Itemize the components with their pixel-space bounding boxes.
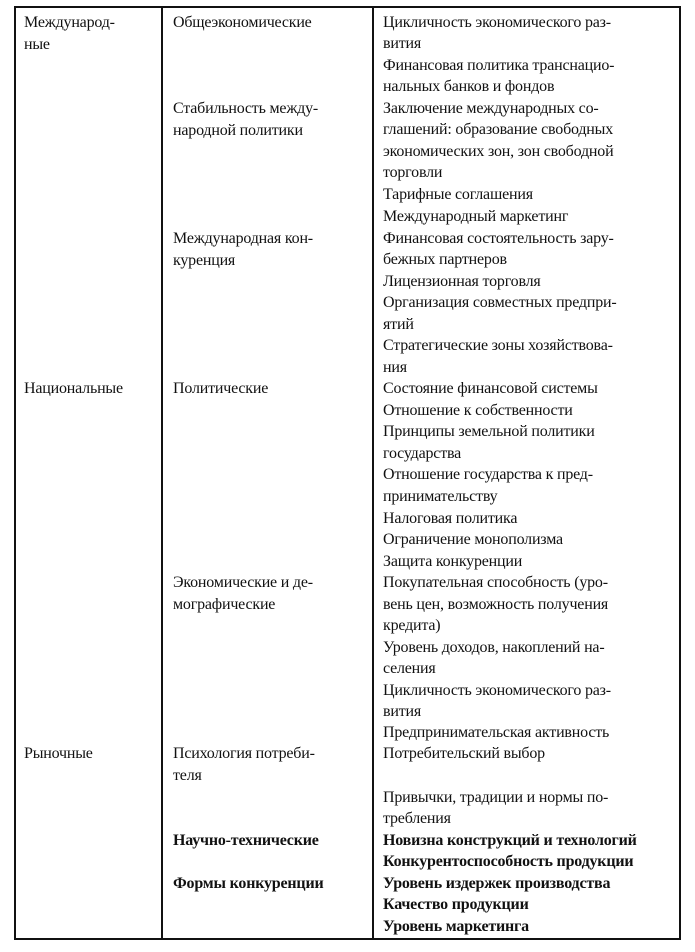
indicator-line: государства xyxy=(383,445,462,462)
indicator-line: Лицензионная торговля xyxy=(383,273,541,290)
factor-label: Международная кон- куренция xyxy=(173,230,313,269)
indicator-line: Международный маркетинг xyxy=(383,208,569,225)
table-left-border xyxy=(14,6,16,940)
indicator-line: кредита) xyxy=(383,617,441,634)
indicator-line: Качество продукции xyxy=(383,896,529,913)
indicator-line: принимательству xyxy=(383,488,498,505)
indicator-line: глашений: образование свободных xyxy=(383,121,614,138)
group-label: Рыночные xyxy=(24,745,93,762)
group-label: Международ- ные xyxy=(24,14,115,53)
table-bottom-border xyxy=(14,938,681,940)
indicator-line: Заключение международных со- xyxy=(383,100,599,117)
indicator-line: Цикличность экономического раз- xyxy=(383,682,611,699)
factor-label: Психология потреби- теля xyxy=(173,745,315,784)
indicator-line: вития xyxy=(383,35,422,52)
factor-label: Общеэкономические xyxy=(173,14,312,31)
indicator-line: Уровень маркетинга xyxy=(383,918,529,935)
indicator-line: Тарифные соглашения xyxy=(383,186,533,203)
indicator-line: Принципы земельной политики xyxy=(383,423,595,440)
table-top-border xyxy=(14,6,681,8)
indicator-line: торговли xyxy=(383,164,443,181)
group-label: Национальные xyxy=(24,380,123,397)
indicator-line: Конкурентоспособность продукции xyxy=(383,853,634,870)
indicator-line: экономических зон, зон свободной xyxy=(383,143,614,160)
indicator-line: вития xyxy=(383,703,422,720)
indicator-line: Цикличность экономического раз- xyxy=(383,14,611,31)
indicator-line: Ограничение монополизма xyxy=(383,531,563,548)
factor-label: Стабильность между- народной политики xyxy=(173,100,319,139)
factor-label: Политические xyxy=(173,380,269,397)
indicator-line: Организация совместных предпри- xyxy=(383,294,617,311)
indicator-line: вень цен, возможность получения xyxy=(383,596,609,613)
indicator-line: Отношение к собственности xyxy=(383,402,573,419)
indicator-line: Отношение государства к пред- xyxy=(383,466,593,483)
table-right-border xyxy=(679,6,681,940)
indicator-line: Финансовая состоятельность зару- xyxy=(383,230,614,247)
indicator-line: Уровень издержек производства xyxy=(383,875,611,892)
indicator-line: бежных партнеров xyxy=(383,251,507,268)
indicator-line: Новизна конструкций и технологий xyxy=(383,832,637,849)
column-divider-1 xyxy=(161,6,163,940)
indicator-line: ния xyxy=(383,359,407,376)
indicator-line: Предпринимательская активность xyxy=(383,724,610,741)
indicator-line: Уровень доходов, накоплений на- xyxy=(383,639,605,656)
indicator-line: Защита конкуренции xyxy=(383,553,523,570)
factor-label: Формы конкуренции xyxy=(173,875,324,892)
indicator-line: требления xyxy=(383,810,451,827)
indicator-line: Состояние финансовой системы xyxy=(383,380,598,397)
column-divider-2 xyxy=(372,6,374,940)
factor-label: Научно-технические xyxy=(173,832,319,849)
indicator-line: Покупательная способность (уро- xyxy=(383,574,608,591)
indicator-line: нальных банков и фондов xyxy=(383,78,555,95)
indicator-line: Стратегические зоны хозяйствова- xyxy=(383,337,613,354)
indicator-line: Финансовая политика транснацио- xyxy=(383,57,615,74)
indicator-line: селения xyxy=(383,660,436,677)
indicator-line: Потребительский выбор xyxy=(383,745,545,762)
indicator-line: ятий xyxy=(383,316,414,333)
indicator-line: Привычки, традиции и нормы по- xyxy=(383,789,609,806)
indicator-line: Налоговая политика xyxy=(383,510,518,527)
factor-label: Экономические и де- мографические xyxy=(173,574,313,613)
